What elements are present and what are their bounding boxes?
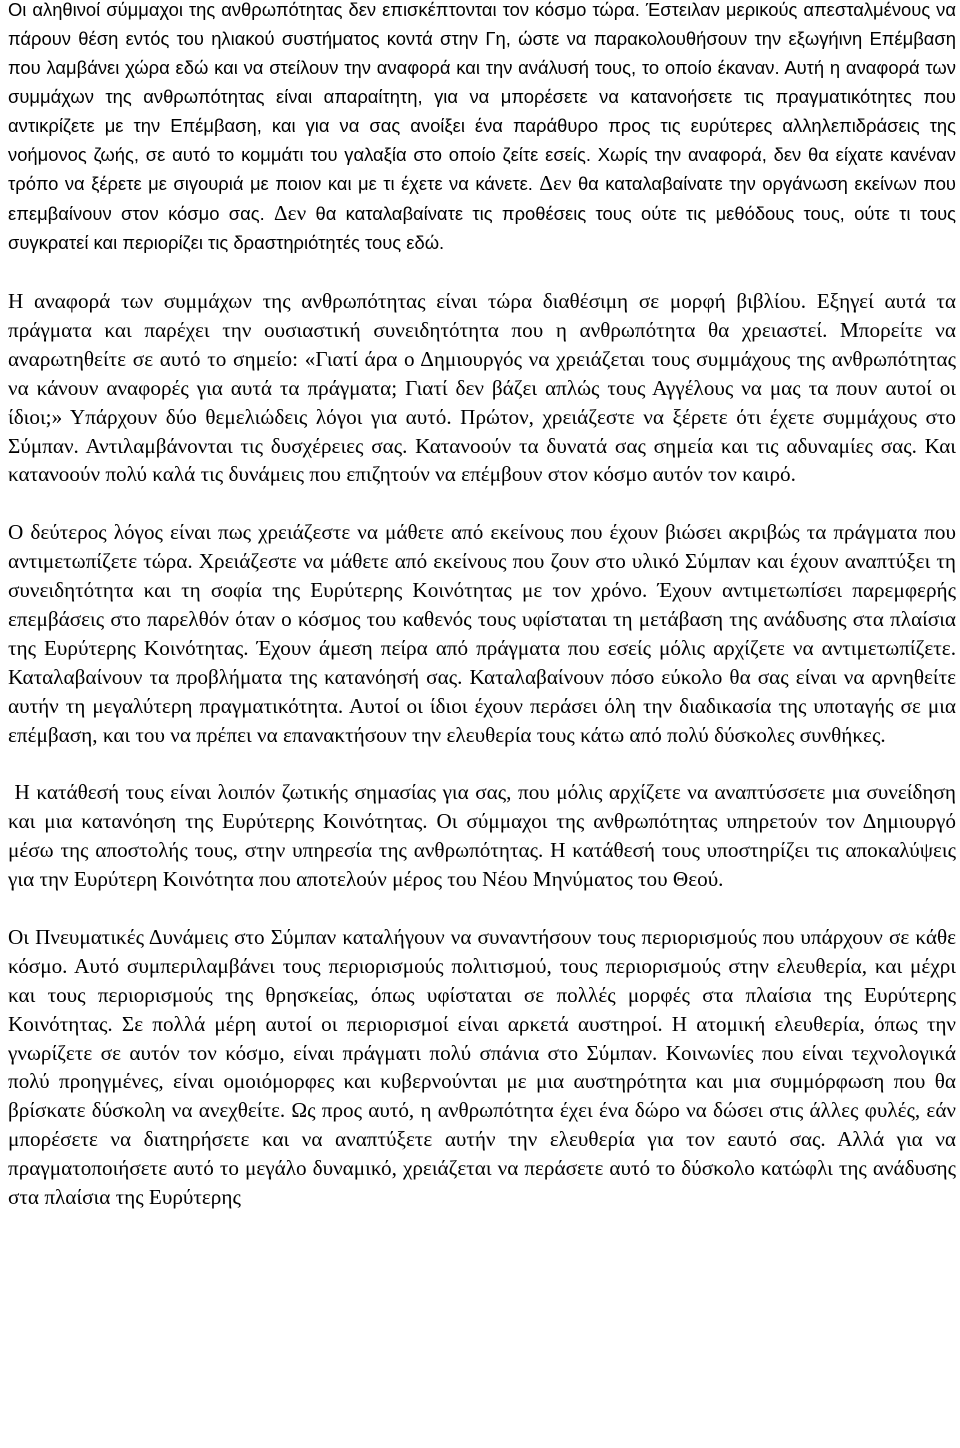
paragraph-3: Ο δεύτερος λόγος είναι πως χρειάζεστε να μάθετε από εκείνους που έχουν βιώσει ακριβώς τα πράγματα που αντιμετωπίζετε τώρα. Χρειάζεστε να μάθετε από εκείνους που ζουν στο υλικό Σύμπαν και έχουν αναπτύξει τη συνειδητότητα και τη σοφία της Ευρύτερης Κοινότητας με τον χρόνο. Έχουν αντιμετωπίσει παρεμφερής επεμβάσεις στο παρελθόν όταν ο κόσμος του καθενός τους υφίσταται τη μετάβαση της ανάδυσης στα πλαίσια της Ευρύτερης Κοινότητας. Έχουν άμεση πείρα από πράγματα που εσείς μόλις αρχίζετε να αντιμετωπίζετε. Καταλαβαίνουν τα προβλήματα της κατανόησή σας. Καταλαβαίνουν πόσο εύκολο θα σας είναι να αρνηθείτε αυτήν τη μεγαλύτερη πραγματικότητα. Αυτοί οι ίδιοι έχουν περάσει όλη την διαδικασία της υποταγής σε μια επέμβαση, και του να πρέπει να επανακτήσουν την ελευθερία τους κάτω από πολύ δύσκολες συνθήκες.: [8, 520, 956, 747]
document-page: [8, 0, 956, 1212]
paragraph-1-tail: θα καταλαβαίνατε την οργάνωση εκείνων που επεμβαίνουν στον κόσμο σας.: [8, 173, 956, 225]
paragraph-1: [8, 0, 956, 258]
paragraph-1-text: Οι αληθινοί σύμμαχοι της ανθρωπότητας δεν επισκέπτονται τον κόσμο τώρα. Έστειλαν μερικούς απεσταλμένους να πάρουν θέση εντός του ηλιακού συστήματος κοντά στην Γη, ώστε να παρακολουθήσουν την εξωγήινη Επέμβαση που λαμβάνει χώρα εδώ και να στείλουν την αναφορά και την ανάλυσή τους, το οποίο έκαναν. Αυτή η αναφορά των συμμάχων της ανθρωπότητας είναι απαραίτητη, για να μπορέσετε να κατανοήσετε τις πραγματικότητες που αντικρίζετε με την Επέμβαση, και για να σας ανοίξει ένα παράθυρο προς τις ευρύτερες αλληλεπιδράσεις της νοήμονος ζωής, σε αυτό το κομμάτι του γαλαξία στο οποίο ζείτε εσείς. Χωρίς την αναφορά, δεν θα είχατε κανέναν τρόπο να ξέρετε με σιγουριά με ποιον και με τι έχετε να κάνετε.: [8, 0, 956, 195]
paragraph-1-tail-2: θα καταλαβαίνατε τις προθέσεις τους ούτε τις μεθόδους τους, ούτε τι τους συγκρατεί και περιορίζει τις δραστηριότητές τους εδώ.: [8, 203, 956, 254]
paragraph-1-serif-word-2: Δεν: [274, 201, 307, 226]
paragraph-1-serif-word: Δεν: [539, 171, 572, 196]
paragraph-4: Η κατάθεσή τους είναι λοιπόν ζωτικής σημασίας για σας, που μόλις αρχίζετε να αναπτύσσετε μια συνείδηση και μια κατανόηση της Ευρύτερης Κοινότητας. Οι σύμμαχοι της ανθρωπότητας υπηρετούν τον Δημιουργό μέσω της αποστολής τους, στην υπηρεσία της ανθρωπότητας. Η κατάθεσή τους υποστηρίζει τις αποκαλύψεις για την Ευρύτερη Κοινότητα που αποτελούν μέρος του Νέου Μηνύματος του Θεού.: [8, 780, 956, 892]
paragraph-2: Η αναφορά των συμμάχων της ανθρωπότητας είναι τώρα διαθέσιμη σε μορφή βιβλίου. Εξηγεί αυτά τα πράγματα και παρέχει την ουσιαστική συνειδητότητα που η ανθρωπότητα θα χρειαστεί. Μπορείτε να αναρωτηθείτε σε αυτό το σημείο: «Γιατί άρα ο Δημιουργός να χρειάζεται τους συμμάχους της ανθρωπότητας να κάνουν αναφορές για αυτά τα πράγματα; Γιατί δεν βάζει απλώς τους Αγγέλους να μας τα πουν αυτοί οι ίδιοι;» Υπάρχουν δύο θεμελιώδεις λόγοι για αυτό. Πρώτον, χρειάζεστε να ξέρετε ότι έχετε συμμάχους στο Σύμπαν. Αντιλαμβάνονται τις δυσχέρειες σας. Κατανοούν τα δυνατά σας σημεία και τις αδυναμίες σας. Και κατανοούν πολύ καλά τις δυνάμεις που επιζητούν να επέμβουν στον κόσμο αυτόν τον καιρό.: [8, 289, 956, 487]
paragraph-5: Οι Πνευματικές Δυνάμεις στο Σύμπαν καταλήγουν να συναντήσουν τους περιορισμούς που υπάρχουν σε κάθε κόσμο. Αυτό συμπεριλαμβάνει τους περιορισμούς πολιτισμού, τους περιορισμούς στην ελευθερία, και μέχρι και τους περιορισμούς της θρησκείας, όπως υφίσταται σε πολλές μορφές στα πλαίσια της Ευρύτερης Κοινότητας. Σε πολλά μέρη αυτοί οι περιορισμοί είναι αρκετά αυστηροί. Η ατομική ελευθερία, όπως την γνωρίζετε σε αυτόν τον κόσμο, είναι πράγματι πολύ σπάνια στο Σύμπαν. Κοινωνίες που είναι τεχνολογικά πολύ προηγμένες, είναι ομοιόμορφες και κυβερνούνται με μια αυστηρότητα και μια συμμόρφωση που θα βρίσκατε δύσκολη να ανεχθείτε. Ως προς αυτό, η ανθρωπότητα έχει ένα δώρο να δώσει στις άλλες φυλές, εάν μπορέσετε να διατηρήσετε και να αναπτύξετε αυτήν την ελευθερία για τον εαυτό σας. Αλλά για να πραγματοποιήσετε αυτό το μεγάλο δυναμικό, χρειάζεται να περάσετε αυτό το δύσκολο κατώφλι της ανάδυσης στα πλαίσια της Ευρύτερης: [8, 924, 956, 1210]
